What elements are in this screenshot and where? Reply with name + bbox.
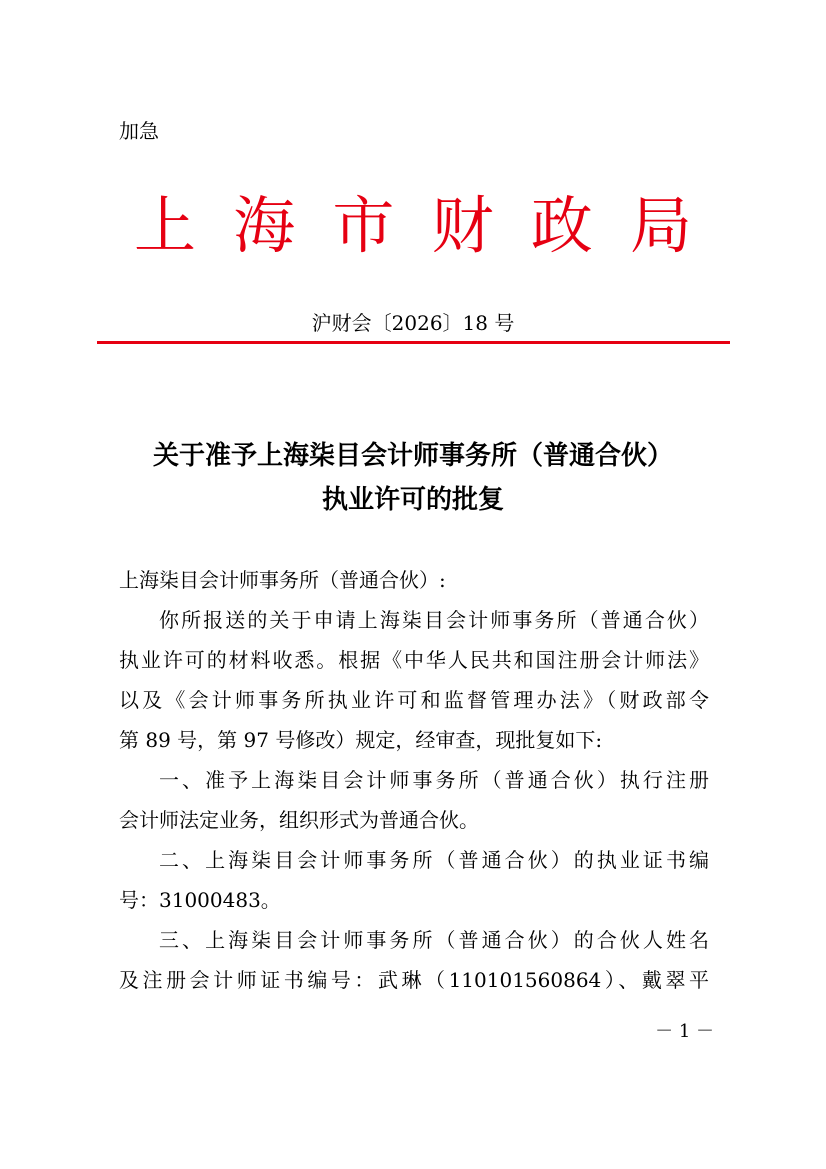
document-number: 沪财会〔2026〕18 号 xyxy=(311,311,515,335)
title-line-1: 关于准予上海柒目会计师事务所（普通合伙） xyxy=(152,441,673,471)
paragraph-line: 第 89 号，第 97 号修改）规定，经审查，现批复如下: xyxy=(119,728,603,752)
page-number: － 1 － xyxy=(655,1021,714,1042)
paragraph-line: 会计师法定业务，组织形式为普通合伙。 xyxy=(119,808,479,832)
issuer-heading: 上海市财政局 xyxy=(133,189,730,262)
paragraph-line: 执业许可的材料收悉。根据《中华人民共和国注册会计师法》 xyxy=(119,648,709,672)
paragraph-line: 以及《会计师事务所执业许可和监督管理办法》（财政部令 xyxy=(119,688,709,712)
title-line-2: 执业许可的批复 xyxy=(321,485,504,515)
red-divider xyxy=(97,341,730,344)
paragraph-line: 及注册会计师证书编号：武琳（110101560864）、戴翠平 xyxy=(119,968,709,992)
paragraph-line: 二、上海柒目会计师事务所（普通合伙）的执业证书编 xyxy=(159,848,709,872)
document-title xyxy=(100,434,726,522)
paragraph-line: 号：31000483。 xyxy=(119,888,281,912)
paragraph-line: 三、上海柒目会计师事务所（普通合伙）的合伙人姓名 xyxy=(159,928,709,952)
paragraph-line: 你所报送的关于申请上海柒目会计师事务所（普通合伙） xyxy=(159,608,709,632)
urgency-label: 加急 xyxy=(119,119,159,143)
salutation: 上海柒目会计师事务所（普通合伙）: xyxy=(119,568,446,592)
document-body xyxy=(119,560,709,1000)
paragraph-line: 一、准予上海柒目会计师事务所（普通合伙）执行注册 xyxy=(159,768,709,792)
